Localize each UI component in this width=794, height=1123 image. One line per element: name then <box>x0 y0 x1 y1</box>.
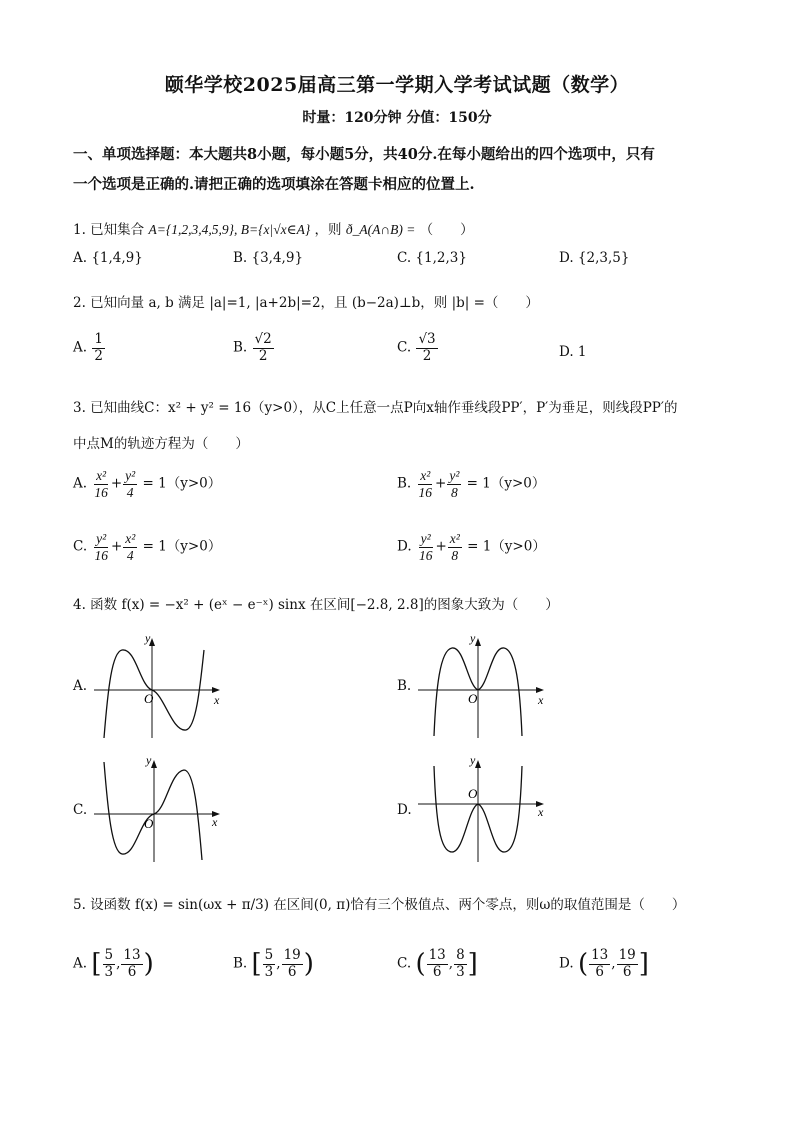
exam-info: 时量：120分钟 分值：150分 <box>302 110 492 126</box>
x-axis-label: x <box>214 693 220 707</box>
q5-option-d: D. ( $\frac{13}{6}$ , $\frac{19}{6}$ ] <box>559 947 649 980</box>
page-title: 颐华学校2025届高三第一学期入学考试试题（数学） <box>164 74 630 96</box>
q4-graph-c <box>90 752 225 864</box>
y-axis-label: y <box>146 753 152 767</box>
q2-option-b: B. $\frac{√2}{2}$ <box>233 331 272 364</box>
q1-option-a: A. {1,4,9} <box>73 250 143 266</box>
q1-option-b: B. {3,4,9} <box>233 250 304 266</box>
q1-stem <box>73 218 474 238</box>
q4-option-c-label: C. <box>73 802 88 818</box>
q1-sets: A={1,2,3,4,5,9}, B={x|√x∈A} <box>148 222 311 237</box>
q2-option-c-fraction: $\frac{√3}{2}$ <box>418 331 436 364</box>
origin-label: O <box>468 691 478 706</box>
q2-option-a-fraction: $\frac{1}{2}$ <box>94 331 103 364</box>
q4-option-b-label: B. <box>397 678 412 694</box>
x-axis-label: x <box>212 815 218 829</box>
origin-label: O <box>144 691 154 706</box>
q2-option-c: C. $\frac{√3}{2}$ <box>397 331 436 364</box>
q3-option-c: C. $\frac{\text{y²}}{16}$ + $\frac{\text{x²}}{4}$ = 1（y>0） <box>73 531 222 563</box>
q2-option-b-fraction: $\frac{√2}{2}$ <box>254 331 272 364</box>
q1-option-d: D. {2,3,5} <box>559 250 630 266</box>
q3-stem-line2: 中点M的轨迹方程为（ ） <box>73 436 249 452</box>
q5-option-c: C. ( $\frac{13}{6}$ , $\frac{8}{3}$ ] <box>397 947 478 980</box>
q1-paren: （ ） <box>419 222 474 238</box>
q4-graph-b <box>414 628 549 740</box>
q5-option-a: A. [ $\frac{5}{3}$ , $\frac{13}{6}$ ) <box>73 947 154 980</box>
q4-graph-d <box>414 752 549 864</box>
y-axis-label: y <box>470 631 476 645</box>
q4-option-a-label: A. <box>73 678 88 694</box>
q4-stem: 4. 函数 f(x) = −x² + (eˣ − e⁻ˣ) sinx 在区间[−2.8, 2.8]的图象大致为（ ） <box>73 597 559 613</box>
q3-option-d: D. $\frac{\text{y²}}{16}$ + $\frac{\text{x²}}{8}$ = 1（y>0） <box>397 531 546 563</box>
q3-stem-line1: 3. 已知曲线C：x² + y² = 16（y>0），从C上任意一点P向x轴作垂线段PP′，P′为垂足，则线段PP′的 <box>73 400 678 416</box>
y-axis-label: y <box>470 753 476 767</box>
y-axis-label: y <box>145 631 151 645</box>
q1-expr: ð_A(A∩B) = <box>345 222 416 237</box>
q2-option-a: A. $\frac{1}{2}$ <box>73 331 103 364</box>
q5-stem: 5. 设函数 f(x) = sin(ωx + π/3) 在区间(0, π)恰有三个极值点、两个零点，则ω的取值范围是（ ） <box>73 897 686 913</box>
q3-option-b: B. $\frac{\text{x²}}{16}$ + $\frac{\text{y²}}{8}$ = 1（y>0） <box>397 468 546 500</box>
q1-option-c: C. {1,2,3} <box>397 250 467 266</box>
q2-stem: 2. 已知向量 a, b 满足 |a|=1, |a+2b|=2，且 (b−2a)⊥b，则 |b| =（ ） <box>73 295 539 311</box>
q2-option-d: D. 1 <box>559 344 587 360</box>
q1-mid: ，则 <box>314 222 342 238</box>
x-axis-label: x <box>538 693 544 707</box>
q4-graph-a <box>90 628 225 740</box>
origin-label: O <box>468 786 478 801</box>
q5-option-b: B. [ $\frac{5}{3}$ , $\frac{19}{6}$ ) <box>233 947 314 980</box>
section-heading-line1: 一、单项选择题：本大题共8小题，每小题5分，共40分.在每小题给出的四个选项中，只有 <box>73 146 655 163</box>
section-heading-line2: 一个选项是正确的.请把正确的选项填涂在答题卡相应的位置上. <box>73 176 475 193</box>
q3-option-a: A. $\frac{\text{x²}}{16}$ + $\frac{\text{y²}}{4}$ = 1（y>0） <box>73 468 222 500</box>
x-axis-label: x <box>538 805 544 819</box>
q1-prefix: 1. 已知集合 <box>73 222 145 238</box>
origin-label: O <box>144 816 154 831</box>
q4-option-d-label: D. <box>397 802 412 818</box>
